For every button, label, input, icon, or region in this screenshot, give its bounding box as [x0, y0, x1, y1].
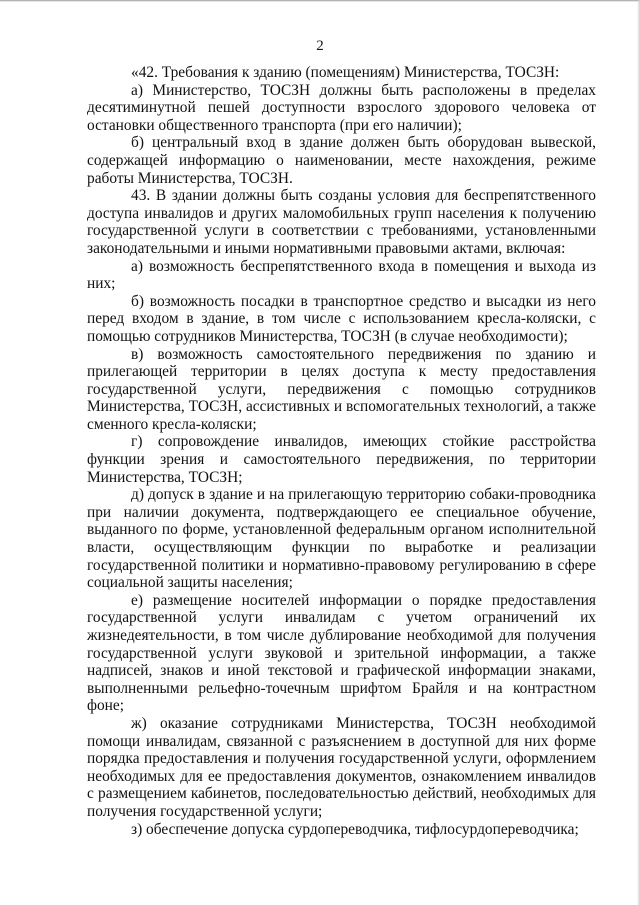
paragraph-43-a: а) возможность беспрепятственного входа в помещения и выхода из них;: [87, 257, 596, 293]
paragraph-43-b: б) возможность посадки в транспортное средство и высадки из него перед входом в здание, в том числе с использованием кресла-коляски, с помощью сотрудников Министерства, ТОСЗН (в случае необходимости);: [87, 292, 596, 345]
paragraph-43-v: в) возможность самостоятельного передвижения по зданию и прилегающей территории в целях доступа к месту предоставления государственной услуги, передвижения с помощью сотрудников Министерства, ТОСЗН, ассистивных и вспомогательных технологий, а также сменного кресла-коляски;: [87, 345, 596, 433]
paragraph-43-zh: ж) оказание сотрудниками Министерства, ТОСЗН необходимой помощи инвалидам, связанной с разъяснением в доступной для них форме порядка предоставления и получения государственной услуги, оформлением необходимых для ее предоставления документов, ознакомлением инвалидов с размещением кабинетов, последовательностью действий, необходимых для получения государственной услуги;: [87, 714, 596, 820]
paragraph-43-g: г) сопровождение инвалидов, имеющих стойкие расстройства функции зрения и самостоятельного передвижения, по территории Министерства, ТОСЗН;: [87, 433, 596, 486]
paragraph-43-e: е) размещение носителей информации о порядке предоставления государственной услуги инвалидам с учетом ограничений их жизнедеятельности, в том числе дублирование необходимой для получения государственной услуги звуковой и зрительной информации, а также надписей, знаков и иной текстовой и графической информации знаками, выполненными рельефно-точечным шрифтом Брайля и на контрастном фоне;: [87, 591, 596, 715]
paragraph-42-a: а) Министерство, ТОСЗН должны быть расположены в пределах десятиминутной пешей доступности взрослого здорового человека от остановки общественного транспорта (при его наличии);: [87, 81, 596, 134]
paragraph-43-z: з) обеспечение допуска сурдопереводчика, тифлосурдопереводчика;: [131, 820, 579, 838]
paragraph-43-intro: 43. В здании должны быть созданы условия для беспрепятственного доступа инвалидов и других маломобильных групп населения к получению государственной услуги в соответствии с требованиями, установленными законодательными и иными нормативными правовыми актами, включая:: [87, 187, 596, 257]
paragraph-42-heading: «42. Требования к зданию (помещениям) Министерства, ТОСЗН:: [131, 64, 560, 81]
paragraph-42-b: б) центральный вход в здание должен быть оборудован вывеской, содержащей информацию о наименовании, месте нахождения, режиме работы Министерства, ТОСЗН.: [87, 134, 596, 187]
page-number: 2: [316, 38, 324, 54]
scan-edge-top: [0, 0, 640, 2]
paragraph-43-d: д) допуск в здание и на прилегающую территорию собаки-проводника при наличии документа, подтверждающего ее специальное обучение, выданного по форме, установленной федеральным органом исполнительной власти, осуществляющим функции по выработке и реализации государственной политики и нормативно-правовому регулированию в сфере социальной защиты населения;: [87, 486, 596, 592]
document-body: [87, 64, 596, 838]
